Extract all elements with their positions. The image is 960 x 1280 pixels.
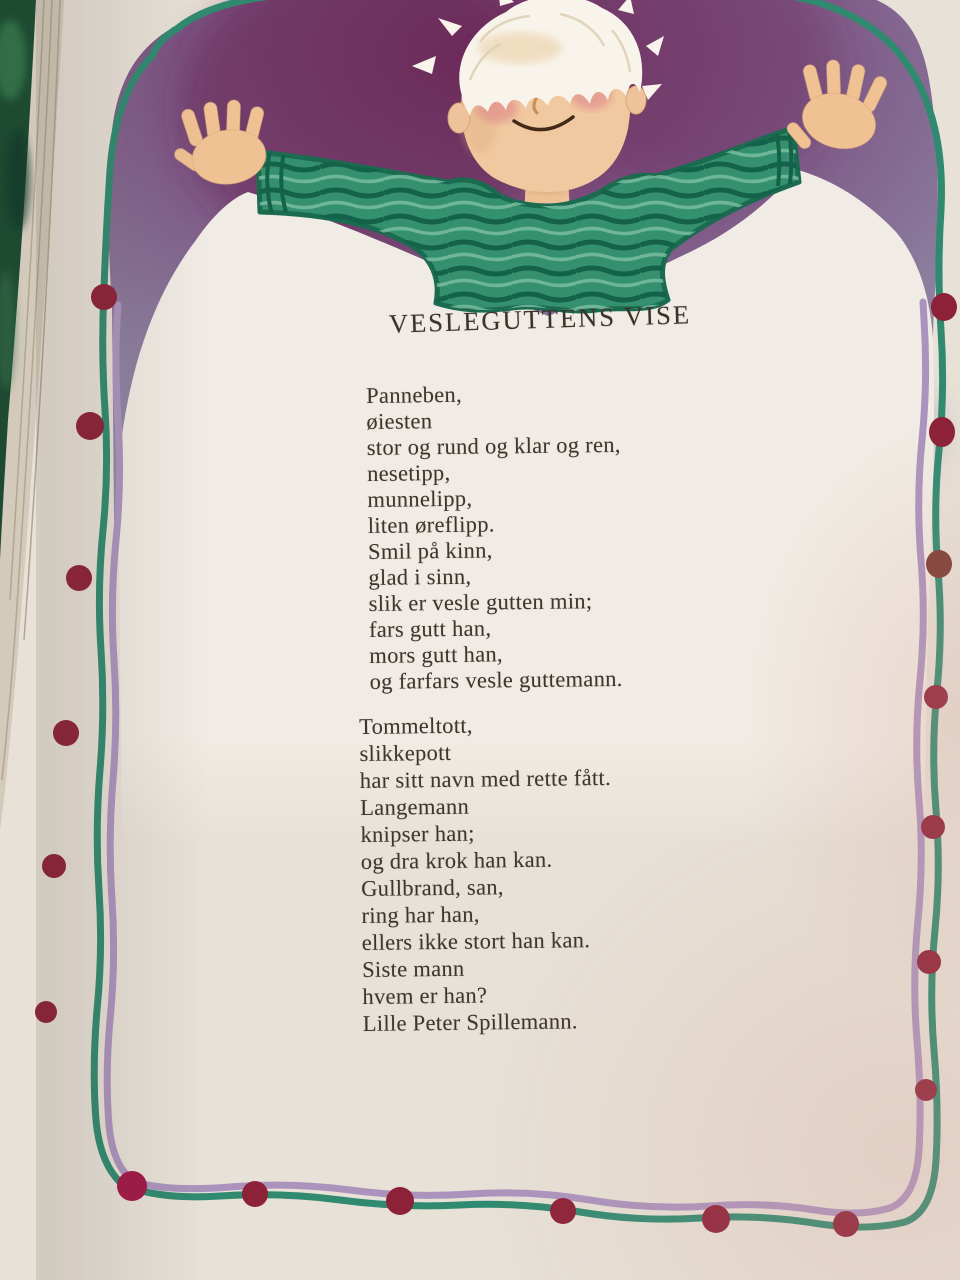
poem-stanza-1 (366, 380, 624, 695)
poem-line: og dra krok han kan. (360, 846, 553, 874)
poem-line: slik er vesle gutten min; (368, 588, 593, 616)
poem-line: Gullbrand, san, (360, 874, 504, 901)
poem-line: liten øreflipp. (367, 511, 495, 538)
poem-stanza-2 (359, 710, 614, 1037)
poem-line: glad i sinn, (368, 563, 472, 590)
poem-line: Panneben, (366, 381, 463, 408)
poem-line: munnelipp, (367, 485, 473, 512)
poem-line: fars gutt han, (368, 615, 492, 642)
poem-line: og farfars vesle guttemann. (369, 665, 623, 694)
poem-line: Lille Peter Spillemann. (362, 1008, 578, 1036)
poem-title: VESLEGUTTENS VISE (388, 299, 692, 339)
poem-line: Langemann (360, 793, 470, 820)
poem-line: Smil på kinn, (367, 537, 493, 564)
poem-line: slikkepott (359, 739, 452, 766)
poem-line: hvem er han? (362, 982, 488, 1009)
poem-line: stor og rund og klar og ren, (366, 431, 621, 460)
poem-line: ring har han, (361, 901, 480, 928)
poem-line: Siste mann (361, 955, 465, 982)
poem-line: Tommeltott, (359, 712, 473, 739)
poem-line: ellers ikke stort han kan. (361, 927, 591, 955)
poem-line: mors gutt han, (369, 641, 504, 668)
poem-line: har sitt navn med rette fått. (359, 764, 612, 793)
poem-line: nesetipp, (366, 459, 451, 486)
poem-line: øiesten (366, 408, 433, 434)
poem-line: knipser han; (360, 820, 475, 847)
